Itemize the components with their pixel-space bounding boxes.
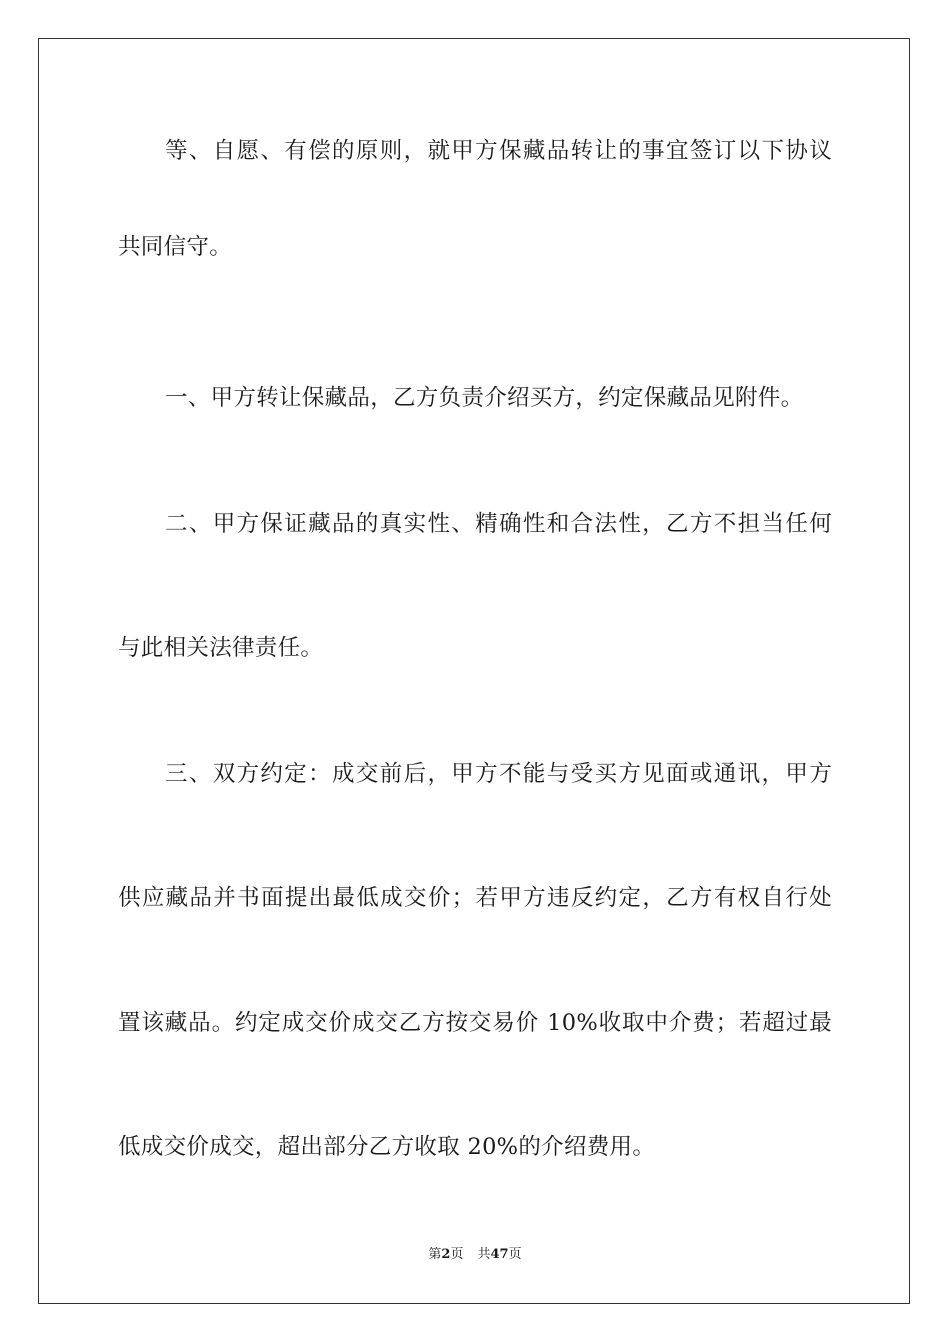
total-suffix: 页 (508, 1247, 522, 1262)
paragraph-line-2: 共同信守。 (118, 234, 233, 260)
page-prefix: 第 (428, 1247, 442, 1262)
clause-3-line-4: 低成交价成交，超出部分乙方收取 20%的介绍费用。 (118, 1134, 656, 1160)
clause-3-line-1: 三、双方约定：成交前后，甲方不能与受买方见面或通讯，甲方 (165, 761, 832, 787)
page-suffix: 页 (450, 1247, 464, 1262)
page-number: 2 (441, 1247, 451, 1262)
clause-1-line: 一、甲方转让保藏品，乙方负责介绍买方，约定保藏品见附件。 (165, 385, 804, 411)
clause-2-line-1: 二、甲方保证藏品的真实性、精确性和合法性，乙方不担当任何 (165, 511, 832, 537)
paragraph-line-1: 等、自愿、有偿的原则，就甲方保藏品转让的事宜签订以下协议 (165, 138, 832, 164)
total-pages: 47 (490, 1247, 509, 1262)
page-footer (0, 1246, 950, 1264)
clause-3-line-2: 供应藏品并书面提出最低成交价；若甲方违反约定，乙方有权自行处 (118, 885, 832, 911)
clause-3-line-3: 置该藏品。约定成交价成交乙方按交易价 10%收取中介费；若超过最 (118, 1010, 832, 1036)
page-border (38, 38, 910, 1304)
clause-2-line-2: 与此相关法律责任。 (118, 635, 324, 661)
total-prefix: 共 (477, 1247, 491, 1262)
